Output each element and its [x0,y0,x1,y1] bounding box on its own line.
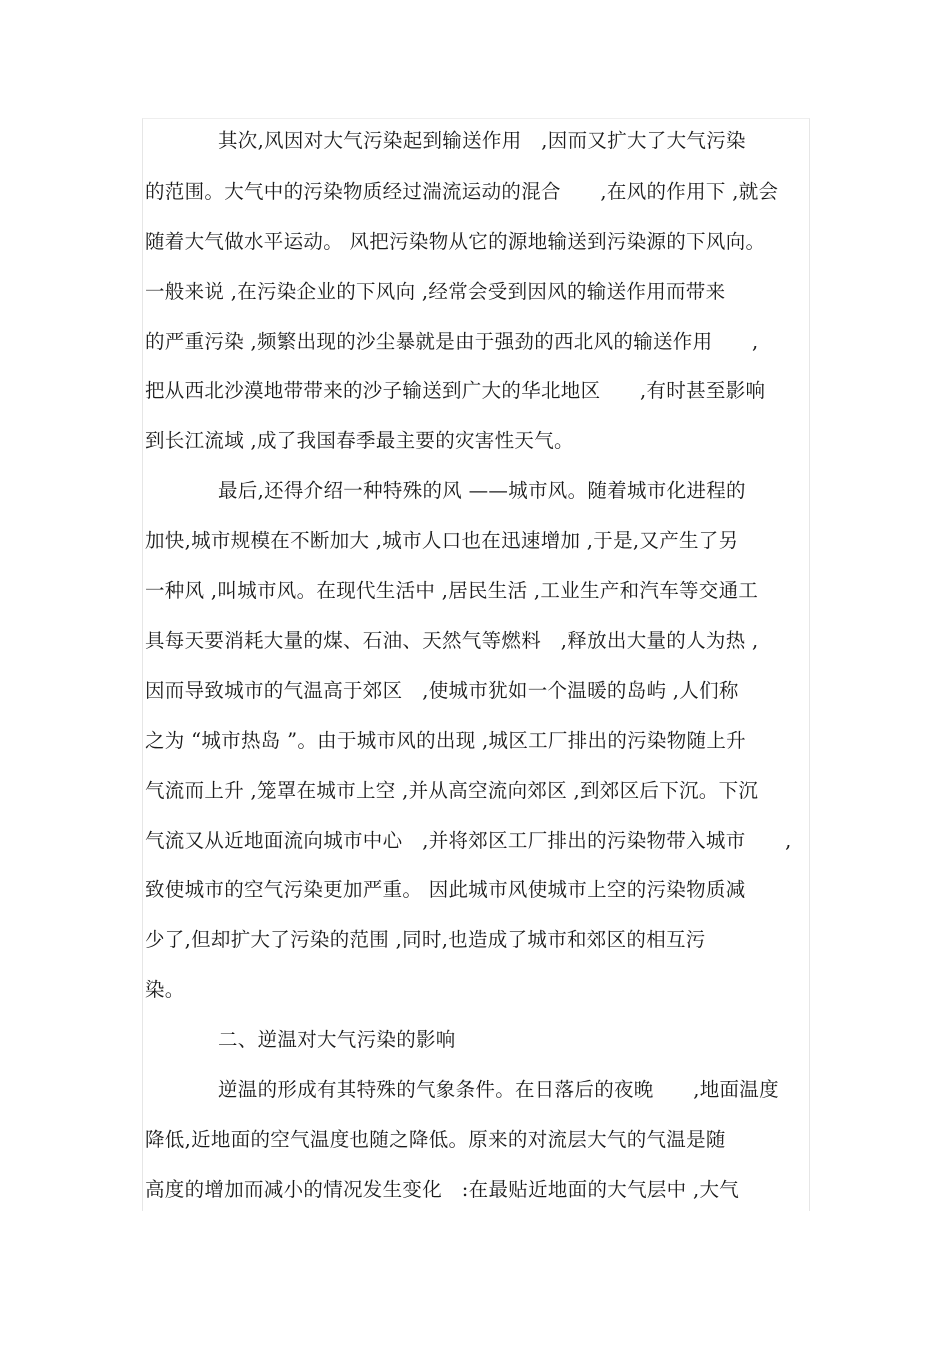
paragraph-line: 的严重污染 ,频繁出现的沙尘暴就是由于强劲的西北风的输送作用 , [145,330,759,353]
paragraph-line: 一种风 ,叫城市风。在现代生活中 ,居民生活 ,工业生产和汽车等交通工 [145,579,759,602]
paragraph-line: 其次,风因对大气污染起到输送作用 ,因而又扩大了大气污染 [218,129,746,152]
paragraph-line: 少了,但却扩大了污染的范围 ,同时,也造成了城市和郊区的相互污 [145,928,706,951]
paragraph-line: 加快,城市规模在不断加大 ,城市人口也在迅速增加 ,于是,又产生了另 [145,529,739,552]
paragraph-line: 致使城市的空气污染更加严重。 因此城市风使城市上空的污染物质减 [145,878,746,901]
paragraph-line: 高度的增加而减小的情况发生变化 :在最贴近地面的大气层中 ,大气 [145,1178,740,1201]
paragraph-line: 具每天要消耗大量的煤、石油、天然气等燃料 ,释放出大量的人为热 , [145,629,759,652]
paragraph-line: 气流又从近地面流向城市中心 ,并将郊区工厂排出的污染物带入城市 , [145,829,792,852]
paragraph-line: 降低,近地面的空气温度也随之降低。原来的对流层大气的气温是随 [145,1128,726,1151]
paragraph-line: 逆温的形成有其特殊的气象条件。在日落后的夜晚 ,地面温度 [218,1078,779,1101]
paragraph-line: 把从西北沙漠地带带来的沙子输送到广大的华北地区 ,有时甚至影响 [145,379,766,402]
paragraph-line: 染。 [145,978,185,1001]
paragraph-line: 之为 “城市热岛 ”。由于城市风的出现 ,城区工厂排出的污染物随上升 [145,729,746,752]
paragraph-line: 的范围。大气中的污染物质经过湍流运动的混合 ,在风的作用下 ,就会 [145,180,779,203]
paragraph-line: 因而导致城市的气温高于郊区 ,使城市犹如一个温暖的岛屿 ,人们称 [145,679,739,702]
paragraph-line: 气流而上升 ,笼罩在城市上空 ,并从高空流向郊区 ,到郊区后下沉。下沉 [145,779,759,802]
paragraph-line: 最后,还得介绍一种特殊的风 ——城市风。随着城市化进程的 [218,479,746,502]
paragraph-line: 到长江流域 ,成了我国春季最主要的灾害性天气。 [145,429,574,452]
paragraph-line: 随着大气做水平运动。 风把污染物从它的源地输送到污染源的下风向。 [145,230,766,253]
section-heading: 二、逆温对大气污染的影响 [218,1028,456,1051]
paragraph-line: 一般来说 ,在污染企业的下风向 ,经常会受到因风的输送作用而带来 [145,280,726,303]
